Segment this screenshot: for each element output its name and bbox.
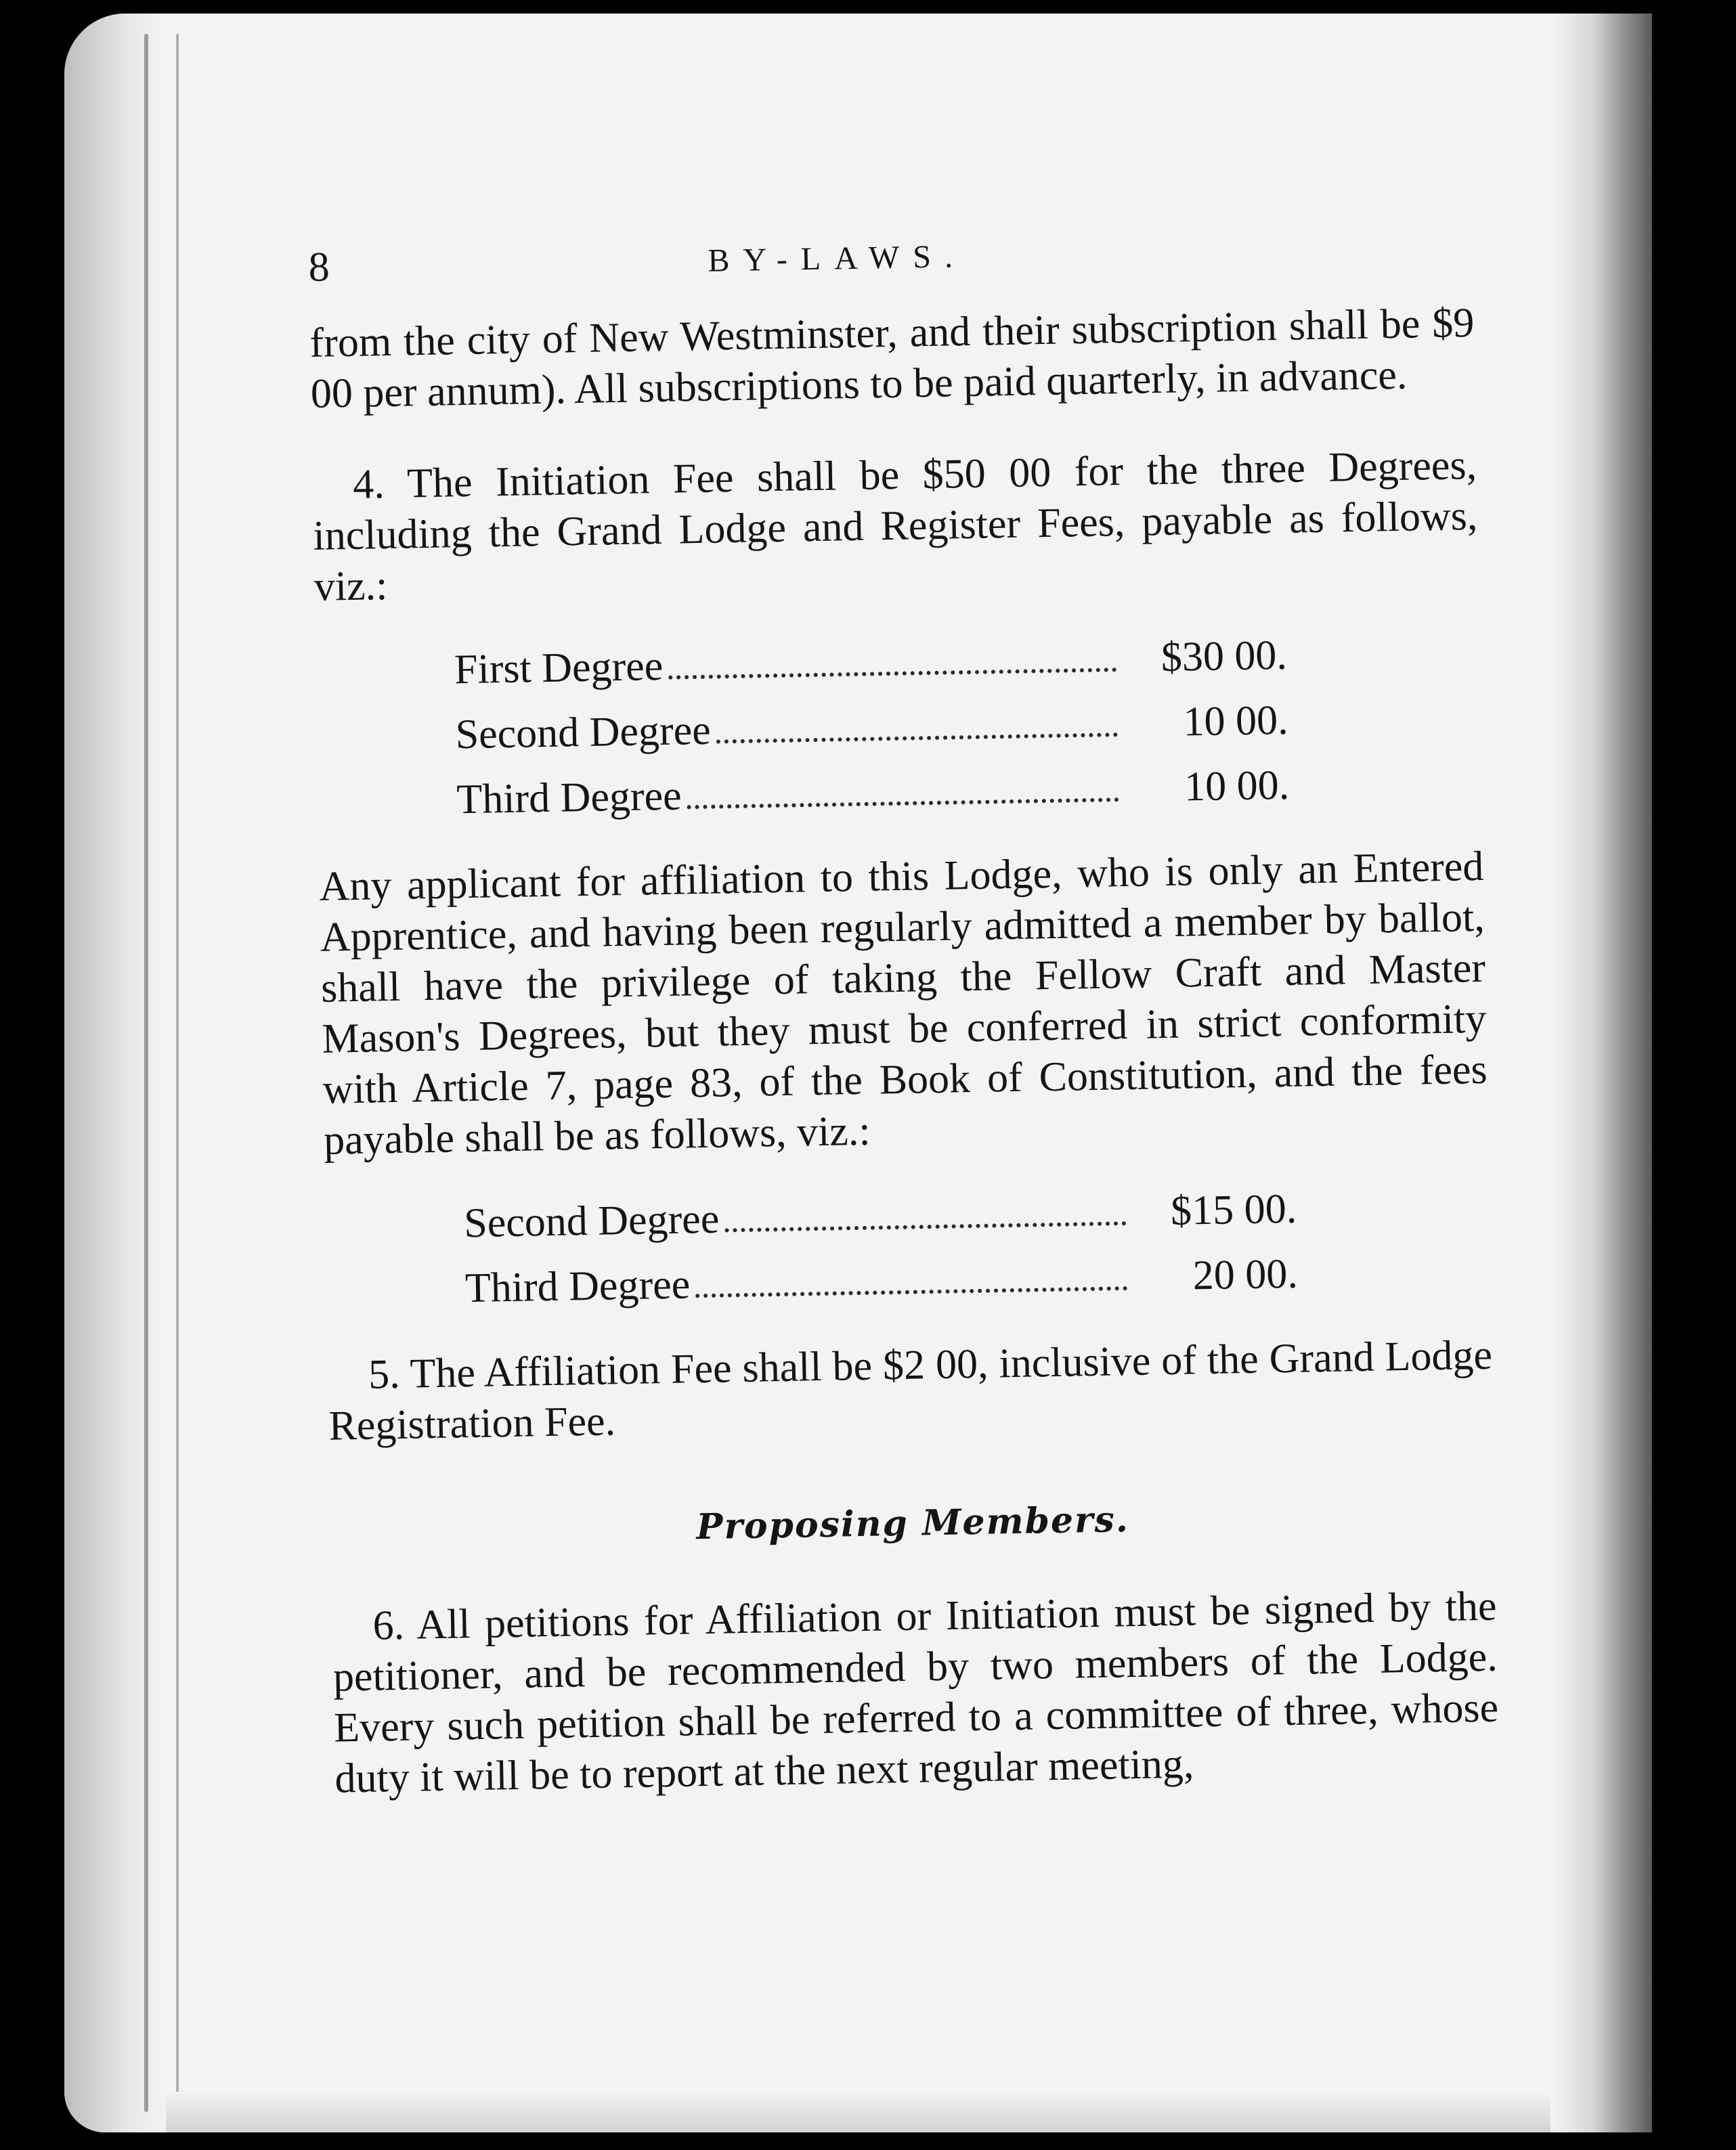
fee-row: [456, 753, 1290, 832]
page-left-shadow: [64, 14, 166, 2132]
paragraph-6: 6. All petitions for Affiliation or Initiation must be signed by the petitioner, and be recommended by two members of the Lodge. Every such petition shall be referred to a committee of three, whose duty it will be to report at the next regular meeting,: [332, 1583, 1499, 1802]
dot-leader: [724, 1221, 1126, 1232]
continuation-paragraph: from the city of New Westminster, and their subscription shall be $9 00 per annum). All subscriptions to be paid quarterly, in advance.: [309, 299, 1475, 417]
fee-amount: 10 00.: [1184, 762, 1290, 810]
page-edge-line: [144, 34, 148, 2112]
fee-amount: $30 00.: [1160, 632, 1288, 681]
book-spine: [1550, 14, 1652, 2132]
dot-leader: [687, 797, 1119, 809]
fee-label: Third Degree: [464, 1261, 691, 1312]
dot-leader: [668, 667, 1116, 680]
section-heading: Proposing Members.: [695, 1499, 1130, 1548]
paragraph-5: 5. The Affiliation Fee shall be $2 00, inclusive of the Grand Lodge Registration Fee.: [328, 1332, 1493, 1449]
page-text-block: [308, 223, 1500, 1805]
fee-amount: 20 00.: [1192, 1250, 1299, 1299]
dot-leader: [695, 1286, 1127, 1298]
page-edge-line: [176, 34, 179, 2112]
page-bottom-edge: [166, 2092, 1550, 2132]
page-number: 8: [308, 244, 330, 290]
dot-leader: [716, 732, 1118, 743]
fee-label: Second Degree: [455, 707, 712, 758]
fee-label: Second Degree: [463, 1195, 720, 1247]
initiation-fee-list: [454, 623, 1290, 832]
affiliation-applicant-paragraph: Any applicant for affiliation to this Lodge, who is only an Entered Apprentice, and having been regularly admitted a member by ballot, shall have the privilege of taking the Fellow Craft and Master Mason's Degrees, but they must be conferred in strict conformity with Article 7, page 83, of the Book of Constitution, and the fees payable shall be as follows, viz.:: [318, 843, 1488, 1164]
fee-label: Third Degree: [456, 772, 682, 823]
fee-amount: $15 00.: [1170, 1185, 1297, 1234]
affiliation-degree-fee-list: [463, 1177, 1298, 1321]
fee-amount: 10 00.: [1182, 697, 1289, 745]
paragraph-4: 4. The Initiation Fee shall be $50 00 for the three Degrees, including the Grand Lodge and Register Fees, payable as follows, viz.:: [312, 441, 1478, 610]
running-head: BY-LAWS.: [708, 238, 967, 279]
fee-row: [464, 1242, 1298, 1321]
fee-label: First Degree: [454, 642, 664, 693]
